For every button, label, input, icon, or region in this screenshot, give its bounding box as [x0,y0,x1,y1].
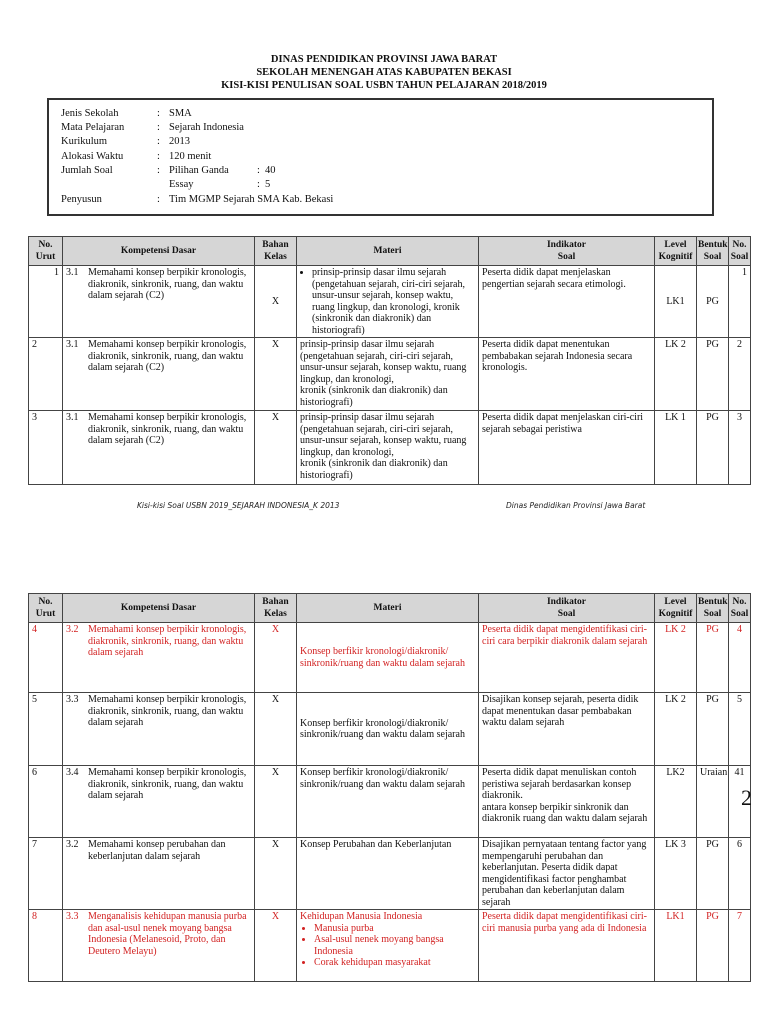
cell-no-soal: 5 [729,693,751,766]
th-materi: Materi [297,594,479,623]
table-row [29,266,751,338]
footer-right-text: Dinas Pendidikan Provinsi Jawa Barat [506,501,646,510]
cell-indikator: Disajikan pernyataan tentang factor yang mempengaruhi perubahan dan keberlanjutan. Peserta didik dapat mengidentifikasi factor penghambat perubahan dan keberlanjutan dalam sejarah [479,838,655,910]
kisi-kisi-table-2 [28,593,751,982]
cell-no: 8 [29,910,63,982]
cell-indikator: Peserta didik dapat menjelaskan pengertian sejarah secara etimologi. [479,266,655,338]
th-bahan-kelas: Bahan Kelas [255,237,297,266]
cell-level: LK 2 [655,693,697,766]
cell-bahan: X [255,266,297,338]
cell-kompetensi: 3.1 Memahami konsep berpikir kronologis, diakronik, sinkronik, ruang, dan waktu dalam sejarah (C2) [63,411,255,485]
table-row [29,338,751,411]
cell-bahan: X [255,411,297,485]
cell-bahan: X [255,338,297,411]
list-item: • Corak kehidupan masyarakat [314,957,475,969]
cell-no-soal: 7 [729,910,751,982]
th-level: Level Kognitif [655,594,697,623]
header-line-3: KISI-KISI PENULISAN SOAL USBN TAHUN PELAJARAN 2018/2019 [221,80,547,91]
cell-no-soal: 41 [729,766,751,838]
cell-materi: Kehidupan Manusia Indonesia • Manusia purba • Asal-usul nenek moyang bangsa Indonesia • Corak kehidupan masyarakat [297,910,479,982]
cell-indikator: Peserta didik dapat menjelaskan ciri-ciri sejarah sebagai peristiwa [479,411,655,485]
cell-kompetensi: 3.2 Memahami konsep perubahan dan keberlanjutan dalam sejarah [63,838,255,910]
cell-indikator: Peserta didik dapat mengidentifikasi ciri-ciri manusia purba yang ada di Indonesia [479,910,655,982]
th-bentuk: Bentuk Soal [697,237,729,266]
cell-materi: prinsip-prinsip dasar ilmu sejarah (pengetahuan sejarah, ciri-ciri sejarah, unsur-unsur sejarah, konsep waktu, ruang lingkup, dan kronologi, kronik (sinkronik dan diakronik) dan historiografi) [297,411,479,485]
th-bentuk: Bentuk Soal [697,594,729,623]
cell-bentuk: PG [697,838,729,910]
cell-bahan: X [255,623,297,693]
cell-materi: • prinsip-prinsip dasar ilmu sejarah (pengetahuan sejarah, ciri-ciri sejarah, unsur-unsur sejarah, konsep waktu, ruang lingkup, dan kronologi, kronik (sinkronik dan diakronik) dan historiografi) [297,266,479,338]
cell-materi: Konsep berfikir kronologi/diakronik/ sinkronik/ruang dan waktu dalam sejarah [297,766,479,838]
cell-no: 4 [29,623,63,693]
cell-level: LK 3 [655,838,697,910]
cell-no: 7 [29,838,63,910]
cell-materi: Konsep Perubahan dan Keberlanjutan [297,838,479,910]
th-materi: Materi [297,237,479,266]
table-row [29,623,751,693]
cell-level: LK1 [655,910,697,982]
cell-bahan: X [255,838,297,910]
table-row [29,693,751,766]
cell-level: LK 1 [655,411,697,485]
header-line-2: SEKOLAH MENENGAH ATAS KABUPATEN BEKASI [256,67,512,78]
table-row [29,910,751,982]
cell-indikator: Disajikan konsep sejarah, peserta didik dapat menentukan dasar pembabakan waktu dalam sejarah [479,693,655,766]
th-kompetensi: Kompetensi Dasar [63,237,255,266]
cell-no: 3 [29,411,63,485]
th-indikator: Indikator Soal [479,237,655,266]
cell-bahan: X [255,693,297,766]
th-no-urut: No. Urut [29,237,63,266]
cell-kompetensi: 3.2 Memahami konsep berpikir kronologis, diakronik, sinkronik, ruang, dan waktu dalam sejarah [63,623,255,693]
table-header-row [29,237,751,266]
list-item: • Manusia purba [314,923,475,935]
kisi-kisi-table-1 [28,236,751,485]
th-kompetensi: Kompetensi Dasar [63,594,255,623]
cell-level: LK 2 [655,338,697,411]
cell-bentuk: Uraian [697,766,729,838]
cell-materi: prinsip-prinsip dasar ilmu sejarah (pengetahuan sejarah, ciri-ciri sejarah, unsur-unsur sejarah, konsep waktu, ruang lingkup, dan kronologi, kronik (sinkronik dan diakronik) dan historiografi) [297,338,479,411]
cell-indikator: Peserta didik dapat mengidentifikasi ciri-ciri cara berpikir diakronik dalam sejarah [479,623,655,693]
th-bahan-kelas: Bahan Kelas [255,594,297,623]
table-header-row [29,594,751,623]
page-number: 2 [741,785,752,810]
cell-level: LK2 [655,766,697,838]
cell-bentuk: PG [697,411,729,485]
table-row [29,411,751,485]
cell-bentuk: PG [697,338,729,411]
cell-no: 2 [29,338,63,411]
footer-left-text: Kisi-kisi Soal USBN 2019_SEJARAH INDONESIA_K 2013 [137,501,340,510]
cell-indikator: Peserta didik dapat menentukan pembabakan sejarah Indonesia secara kronologis. [479,338,655,411]
cell-bentuk: PG [697,623,729,693]
cell-bahan: X [255,766,297,838]
cell-level: LK 2 [655,623,697,693]
cell-bahan: X [255,910,297,982]
cell-no-soal: 4 [729,623,751,693]
document-info-box: Jenis Sekolah : SMA Mata Pelajaran : Sejarah Indonesia Kurikulum : 2013 Alokasi Waktu : 120 menit Jumlah Soal : Pilihan Ganda : 40 Essay : 5 Penyusun : Tim MGMP Sejarah SMA Kab. Bekasi [47,98,714,216]
th-no-soal: No. Soal [729,594,751,623]
cell-no: 5 [29,693,63,766]
cell-no-soal: 3 [729,411,751,485]
cell-kompetensi: 3.1 Memahami konsep berpikir kronologis, diakronik, sinkronik, ruang, dan waktu dalam sejarah (C2) [63,338,255,411]
cell-no: 1 [29,266,63,338]
header-line-1: DINAS PENDIDIKAN PROVINSI JAWA BARAT [270,54,498,65]
cell-no-soal: 2 [729,338,751,411]
cell-no: 6 [29,766,63,838]
table-row [29,766,751,838]
cell-level: LK1 [655,266,697,338]
cell-bentuk: PG [697,266,729,338]
cell-kompetensi: 3.4 Memahami konsep berpikir kronologis, diakronik, sinkronik, ruang, dan waktu dalam sejarah [63,766,255,838]
cell-bentuk: PG [697,693,729,766]
cell-indikator: Peserta didik dapat menuliskan contoh peristiwa sejarah berdasarkan konsep diakronik. antara konsep berpikir sinkronik dan diakronik ruang dan waktu dalam sejarah [479,766,655,838]
list-item: • Asal-usul nenek moyang bangsa Indonesia [314,934,475,957]
cell-materi: Konsep berfikir kronologi/diakronik/ sinkronik/ruang dan waktu dalam sejarah [297,623,479,693]
cell-no-soal: 1 [729,266,751,338]
cell-materi: Konsep berfikir kronologi/diakronik/ sinkronik/ruang dan waktu dalam sejarah [297,693,479,766]
th-indikator: Indikator Soal [479,594,655,623]
th-no-urut: No. Urut [29,594,63,623]
th-no-soal: No. Soal [729,237,751,266]
th-level: Level Kognitif [655,237,697,266]
cell-kompetensi: 3.3 Memahami konsep berpikir kronologis, diakronik, sinkronik, ruang, dan waktu dalam sejarah [63,693,255,766]
table-row [29,838,751,910]
cell-kompetensi: 3.1 Memahami konsep berpikir kronologis, diakronik, sinkronik, ruang, dan waktu dalam sejarah (C2) [63,266,255,338]
cell-bentuk: PG [697,910,729,982]
cell-kompetensi: 3.3 Menganalisis kehidupan manusia purba dan asal-usul nenek moyang bangsa Indonesia (Melanesoid, Proto, dan Deutero Melayu) [63,910,255,982]
cell-no-soal: 6 [729,838,751,910]
